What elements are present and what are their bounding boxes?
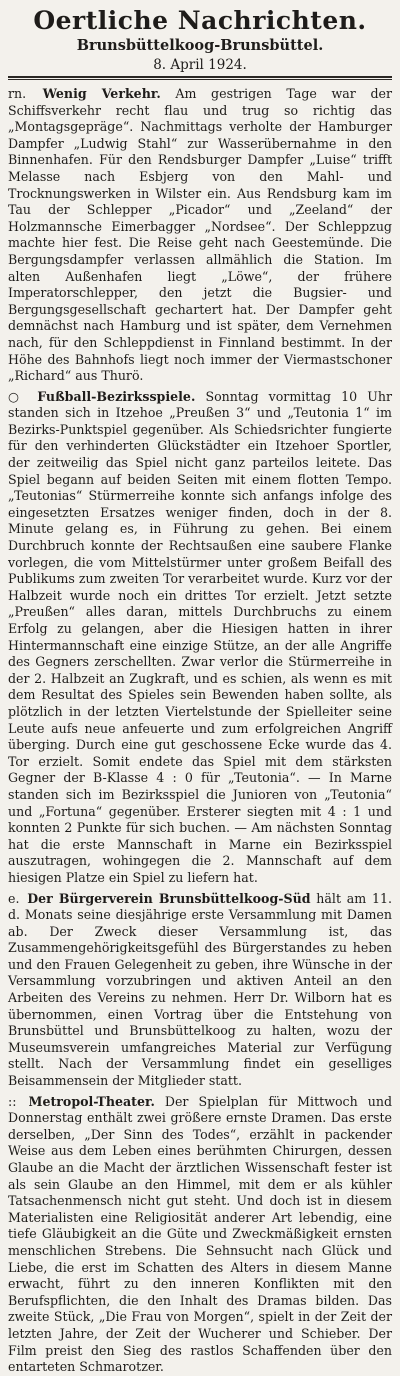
issue-date: 8. April 1924. <box>153 57 247 73</box>
article-headline: Der Bürgerverein Brunsbüttelkoog-Süd <box>27 890 311 906</box>
article-body: Am gestrigen Tage war der Schiffsverkehr recht flau und trug so richtig das „Montagsgepräge“. Nachmittags verholte der Hamburger Dampfer „Ludwig Stahl“ zur Wasserübernahme in den Binnenhafen. Für den Rendsburger Dampfer „Luise“ trifft Melasse nach Esbjerg von den Mahl- und Trocknungswerken in Wilster ein. Aus Rendsburg kam im Tau der Schlepper „Picador“ und „Zeeland“ der Holzmannsche Eimerbagger „Nordsee“. Der Schleppzug machte hier fest. Die Reise geht nach Geestemünde. Die Bergungsdampfer verlassen allmählich die Station. Im alten Außenhafen liegt „Löwe“, der frühere Imperatorschlepper, den jetzt die Bugsier- und Bergungsgesellschaft gechartert hat. Der Dampfer geht demnächst nach Hamburg und ist später, dem Vernehmen nach, für den Schleppdienst in Finnland bestimmt. In der Höhe des Bahnhofs liegt noch immer der Viermastschoner „Richard“ aus Thurö. <box>8 86 392 384</box>
article-kicker: ○ <box>8 388 26 404</box>
article-buergerverein <box>8 891 392 1090</box>
section-subtitle: Brunsbüttelkoog-Brunsbüttel. <box>76 37 324 54</box>
article-kicker: e. <box>8 890 20 906</box>
article-metropol-theater <box>8 1094 392 1376</box>
article-headline: Metropol-Theater. <box>28 1093 155 1109</box>
article-body: Der Spielplan für Mittwoch und Donnerstag enthält zwei größere ernste Dramen. Das erste derselben, „Der Sinn des Todes“, erzählt in packender Weise aus dem Leben eines berühmten Chirurgen, dessen Glaube an die Macht der ärztlichen Wissenschaft fester ist als sein Glaube an den Himmel, mit dem er als kühler Tatsachenmensch nicht gut steht. Und doch ist in diesem Materialisten eine Religiosität anderer Art lebendig, eine tiefe Gläubigkeit an die Güte und Zweckmäßigkeit ernsten menschlichen Strebens. Die Sehnsucht nach Glück und Liebe, die erst im Schatten des Alters in diesem Manne erwacht, führt zu den inneren Konflikten mit den Berufspflichten, die den Inhalt des Dramas bilden. Das zweite Stück, „Die Frau von Morgen“, spielt in der Zeit der letzten Jahre, der Zeit der Wucherer und Schieber. Der Film preist den Sieg des rastlos Schaffenden über den entarteten Schmarotzer. <box>8 1093 393 1375</box>
article-body: Sonntag vormittag 10 Uhr standen sich in Itzehoe „Preußen 3“ und „Teutonia 1“ im Bezirks-Punktspiel gegenüber. Als Schiedsrichter fungierte für den verhinderten Glückstädter ein Itzehoer Sportler, der zeitweilig das Spiel nicht ganz parteilos leitete. Das Spiel begann auf beiden Seiten mit einem flotten Tempo. „Teutonias“ Stürmerreihe konnte sich anfangs infolge des eingesetzten Ersatzes weniger finden, doch in der 8. Minute gelang es, in Führung zu gehen. Bei einem Durchbruch konnte der Rechtsaußen eine saubere Flanke vorlegen, die vom Mittelstürmer unter großem Beifall des Publikums zum zweiten Tor verarbeitet wurde. Kurz vor der Halbzeit wurde noch ein drittes Tor erzielt. Jetzt setzte „Preußen“ alles daran, mittels Durchbruchs zu einem Erfolg zu gelangen, aber die Hiesigen hatten in ihrer Hintermannschaft eine einzige Stütze, an der alle Angriffe des Gegners zerschellten. Zwar verlor die Stürmerreihe in der 2. Halbzeit an Zugkraft, und es schien, als wenn es mit dem Resultat des Spieles sein Bewenden haben sollte, als plötzlich in der letzten Viertelstunde der Spielleiter seine Leute aufs neue anfeuerte und zum erfolgreichen Angriff überging. Durch eine gut geschossene Ecke wurde das 4. Tor erzielt. Somit endete das Spiel mit dem stärksten Gegner der B-Klasse 4 : 0 für „Teutonia“. — In Marne standen sich im Bezirksspiel die Junioren von „Teutonia“ und „Fortuna“ gegenüber. Ersterer siegten mit 4 : 1 und konnten 2 Punkte für sich buchen. — Am nächsten Sonntag hat die erste Mannschaft in Marne ein Bezirksspiel auszutragen, wohingegen die 2. Mannschaft auf dem hiesigen Platze ein Spiel zu liefern hat. <box>8 388 392 885</box>
article-wenig-verkehr <box>8 86 392 385</box>
article-fussball <box>8 389 392 887</box>
article-kicker: :: <box>8 1093 17 1109</box>
masthead <box>8 6 392 74</box>
article-headline: Wenig Verkehr. <box>42 86 161 101</box>
section-title: Oertliche Nachrichten. <box>33 6 367 35</box>
article-headline: Fußball-Bezirksspiele. <box>37 388 196 404</box>
article-kicker: rn. <box>8 86 27 101</box>
masthead-rule-thick <box>8 76 392 78</box>
article-body: hält am 11. d. Monats seine diesjährige erste Versammlung mit Damen ab. Der Zweck dieser Versammlung ist, das Zusammengehörigkeitsgefühl des Bürgerstandes zu heben und den Frauen Gelegenheit zu geben, ihre Wünsche in der Versammlung vorzubringen und aktiven Anteil an den Arbeiten des Vereins zu nehmen. Herr Dr. Wilborn hat es übernommen, einen Vortrag über die Entstehung von Brunsbüttel und Brunsbüttelkoog zu halten, wozu der Museumsverein umfangreiches Material zur Verfügung stellt. Nach der Versammlung findet ein geselliges Beisammensein der Mitglieder statt. <box>8 890 392 1089</box>
masthead-rule-thin <box>8 79 392 80</box>
